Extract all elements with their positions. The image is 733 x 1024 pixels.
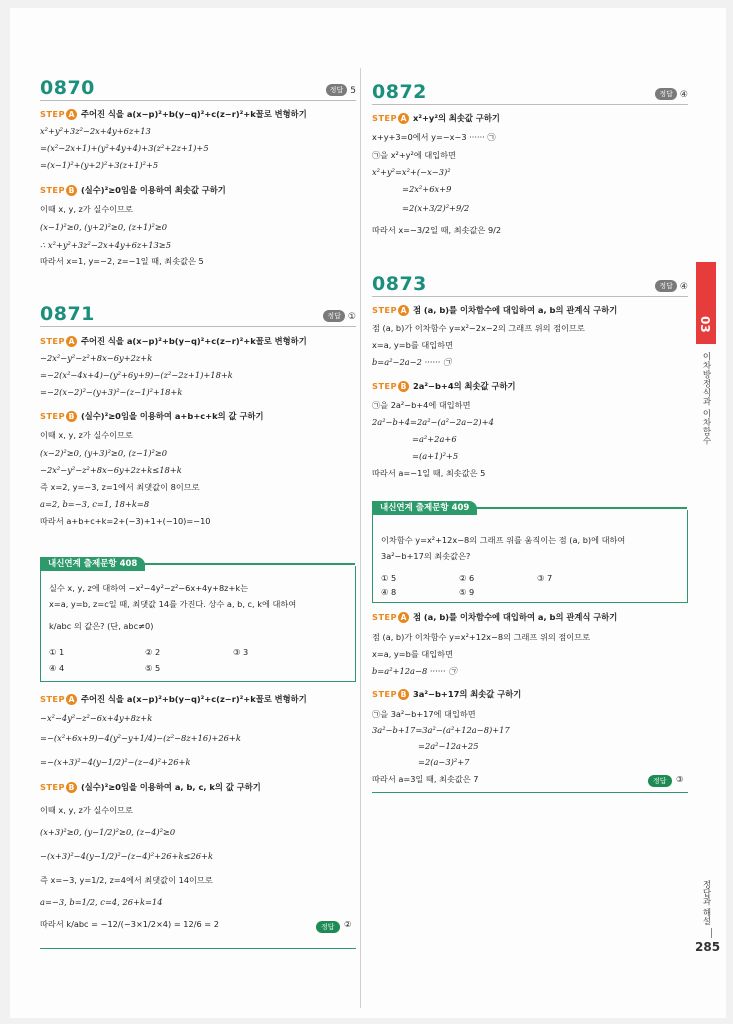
- solution-line: −2x²−y²−z²+8x−6y+2z+k: [40, 353, 153, 363]
- problem-line: 이차함수 y=x²+12x−8의 그래프 위를 움직이는 점 (a, b)에 대하여: [381, 535, 626, 545]
- solution-line: =2(a−3)²+7: [418, 757, 470, 767]
- solution-line: (x−2)²≥0, (y+3)²≥0, (z−1)²≥0: [40, 448, 168, 458]
- solution-line: x+y+3=0에서 y=−x−3 ······ ㉠: [372, 132, 496, 142]
- answer-pill: 정답: [326, 84, 348, 96]
- step-title: (실수)²≥0임을 이용하여 최솟값 구하기: [80, 185, 226, 195]
- chapter-title: 이차방정식과 이차함수: [701, 352, 711, 446]
- step-a-heading: [40, 108, 307, 120]
- solution-line: ㉠을 3a²−b+17에 대입하면: [372, 709, 476, 719]
- box-bottom-rule: [40, 948, 356, 949]
- solution-line: 따라서 a+b+c+k=2+(−3)+1+(−10)=−10: [40, 516, 211, 526]
- step-title: x²+y²의 최솟값 구하기: [412, 113, 500, 123]
- choice: ② 6: [459, 573, 475, 583]
- problem-number: 0870: [40, 77, 95, 99]
- answer-value: 5: [350, 86, 356, 96]
- step-b-heading: [40, 781, 261, 793]
- solution-line: ∴ x²+y²+3z²−2x+4y+6z+13≥5: [40, 240, 171, 250]
- solution-line: a=2, b=−3, c=1, 18+k=8: [40, 499, 150, 509]
- step-title: 2a²−b+4의 최솟값 구하기: [412, 381, 516, 391]
- step-label: STEP: [40, 782, 65, 792]
- solution-line: 따라서 k/abc = −12/(−3×1/2×4) = 12/6 = 2: [40, 919, 219, 929]
- solution-line: =−2(x−2)²−(y+3)²−(z−1)²+18+k: [40, 387, 183, 397]
- step-a-heading: [40, 335, 307, 347]
- step-label: STEP: [40, 411, 65, 421]
- choice: ③ 3: [233, 647, 249, 657]
- step-letter: A: [66, 336, 77, 347]
- step-letter: B: [66, 782, 77, 793]
- step-title: 3a²−b+17의 최솟값 구하기: [412, 689, 522, 699]
- solution-line: 따라서 a=−1일 때, 최솟값은 5: [372, 468, 486, 478]
- choice: ① 5: [381, 573, 397, 583]
- solution-line: ㉠을 2a²−b+4에 대입하면: [372, 400, 471, 410]
- step-letter: A: [66, 694, 77, 705]
- step-b-heading: [40, 410, 264, 422]
- linked-problem-408: [40, 559, 356, 682]
- solution-line: =a²+2a+6: [412, 434, 457, 444]
- problem-header-0873: [372, 270, 688, 297]
- solution-line: x²+y²=x²+(−x−3)²: [372, 167, 451, 177]
- solution-line: =−(x+3)²−4(y−1/2)²−(z−4)²+26+k: [40, 757, 191, 767]
- page-number: 285: [695, 940, 721, 954]
- choice: ② 2: [145, 647, 161, 657]
- box-title: 내신연계 출제문항 408: [40, 557, 145, 571]
- step-a-heading: [40, 693, 307, 705]
- chapter-number: 03: [698, 316, 712, 333]
- problem-line: x=a, y=b, z=c일 때, 최댓값 14를 가진다. 상수 a, b, c, k에 대하여: [49, 599, 297, 609]
- solution-line: 2a²−b+4=2a²−(a²−2a−2)+4: [372, 417, 494, 427]
- step-label: STEP: [40, 694, 65, 704]
- solution-line: =(x²−2x+1)+(y²+4y+4)+3(z²+2z+1)+5: [40, 143, 209, 153]
- step-label: STEP: [372, 612, 397, 622]
- step-letter: A: [398, 113, 409, 124]
- step-a-heading: [372, 304, 617, 316]
- step-b-heading: [372, 688, 521, 700]
- solution-line: 점 (a, b)가 이차함수 y=x²−2x−2의 그래프 위의 점이므로: [372, 323, 585, 333]
- solution-line: (x−1)²≥0, (y+2)²≥0, (z+1)²≥0: [40, 222, 168, 232]
- step-label: STEP: [372, 113, 397, 123]
- answer-tag: [655, 88, 688, 100]
- problem-line: 실수 x, y, z에 대하여 −x²−4y²−z²−6x+4y+8z+k는: [49, 583, 248, 593]
- solution-line: (x+3)²≥0, (y−1/2)²≥0, (z−4)²≥0: [40, 827, 176, 837]
- solution-line: −(x+3)²−4(y−1/2)²−(z−4)²+26+k≤26+k: [40, 851, 214, 861]
- problem-number: 0872: [372, 81, 427, 103]
- solution-line: =(a+1)²+5: [412, 451, 459, 461]
- page: [10, 8, 726, 1018]
- solution-line: 이때 x, y, z가 실수이므로: [40, 204, 133, 214]
- step-label: STEP: [40, 109, 65, 119]
- step-letter: A: [66, 109, 77, 120]
- answer-pill: 정답: [323, 310, 345, 322]
- choice: ④ 4: [49, 663, 65, 673]
- solution-line: 3a²−b+17=3a²−(a²+12a−8)+17: [372, 725, 510, 735]
- answer-value: ④: [679, 282, 688, 292]
- solution-line: −2x²−y²−z²+8x−6y+2z+k≤18+k: [40, 465, 182, 475]
- choice: ① 1: [49, 647, 65, 657]
- step-label: STEP: [372, 689, 397, 699]
- solution-line: 따라서 x=−3/2일 때, 최솟값은 9/2: [372, 225, 502, 235]
- answer-tag: [323, 310, 356, 322]
- answer-value: ①: [347, 312, 356, 322]
- solution-line: =2x²+6x+9: [402, 184, 452, 194]
- step-title: 점 (a, b)를 이차함수에 대입하여 a, b의 관계식 구하기: [412, 305, 618, 315]
- solution-line: b=a²−2a−2 ······ ㉠: [372, 357, 452, 367]
- solution-line: ㉠을 x²+y²에 대입하면: [372, 150, 456, 160]
- choice: ⑤ 9: [459, 587, 475, 597]
- choice: ④ 8: [381, 587, 397, 597]
- footer-label: 정답과 해설: [701, 880, 711, 926]
- problem-header-0871: [40, 300, 356, 327]
- step-title: (실수)²≥0임을 이용하여 a+b+c+k의 값 구하기: [80, 411, 264, 421]
- solution-line: =2(x+3/2)²+9/2: [402, 203, 470, 213]
- box-title: 내신연계 출제문항 409: [372, 501, 477, 515]
- solution-line: 따라서 a=3일 때, 최솟값은 7: [372, 774, 479, 784]
- step-b-heading: [40, 184, 226, 196]
- step-letter: A: [398, 305, 409, 316]
- step-label: STEP: [40, 185, 65, 195]
- step-a-heading: [372, 611, 617, 623]
- solution-line: 이때 x, y, z가 실수이므로: [40, 805, 133, 815]
- solution-line: 이때 x, y, z가 실수이므로: [40, 430, 133, 440]
- choice: ③ 7: [537, 573, 553, 583]
- problem-header-0872: [372, 78, 688, 105]
- step-letter: B: [66, 185, 77, 196]
- step-label: STEP: [372, 381, 397, 391]
- solution-line: b=a²+12a−8 ······ ㉠: [372, 666, 457, 676]
- column-divider: [360, 68, 361, 1008]
- solution-line: 즉 x=−3, y=1/2, z=4에서 최댓값이 14이므로: [40, 875, 213, 885]
- problem-line: k/abc 의 값은? (단, abc≠0): [49, 621, 154, 631]
- step-letter: B: [398, 381, 409, 392]
- problem-header-0870: [40, 74, 356, 101]
- problem-number: 0871: [40, 303, 95, 325]
- step-letter: A: [398, 612, 409, 623]
- linked-problem-409: [372, 503, 688, 603]
- solution-line: 따라서 x=1, y=−2, z=−1일 때, 최솟값은 5: [40, 256, 204, 266]
- box-bottom-rule: [372, 792, 688, 793]
- problem-number: 0873: [372, 273, 427, 295]
- answer-pill: 정답: [655, 280, 677, 292]
- solution-line: x²+y²+3z²−2x+4y+6z+13: [40, 126, 151, 136]
- step-letter: B: [398, 689, 409, 700]
- step-title: 점 (a, b)를 이차함수에 대입하여 a, b의 관계식 구하기: [412, 612, 618, 622]
- solution-line: =2a²−12a+25: [418, 741, 479, 751]
- step-letter: B: [66, 411, 77, 422]
- solution-line: −x²−4y²−z²−6x+4y+8z+k: [40, 713, 153, 723]
- page-number-bar: [711, 928, 712, 938]
- answer-tag: [326, 84, 356, 96]
- step-label: STEP: [40, 336, 65, 346]
- step-title: 주어진 식을 a(x−p)²+b(y−q)²+c(z−r)²+k꼴로 변형하기: [80, 336, 307, 346]
- answer-tag: [655, 280, 688, 292]
- solution-line: =(x−1)²+(y+2)²+3(z+1)²+5: [40, 160, 159, 170]
- problem-line: 3a²−b+17의 최솟값은?: [381, 551, 471, 561]
- answer-value: ③: [676, 774, 684, 784]
- solution-line: x=a, y=b를 대입하면: [372, 649, 453, 659]
- solution-line: 즉 x=2, y=−3, z=1에서 최댓값이 8이므로: [40, 482, 200, 492]
- step-title: 주어진 식을 a(x−p)²+b(y−q)²+c(z−r)²+k꼴로 변형하기: [80, 109, 307, 119]
- answer-pill: 정답: [655, 88, 677, 100]
- step-title: (실수)²≥0임을 이용하여 a, b, c, k의 값 구하기: [80, 782, 261, 792]
- chapter-tab: [696, 262, 716, 344]
- answer-value: ④: [679, 90, 688, 100]
- step-a-heading: [372, 112, 500, 124]
- solution-line: 점 (a, b)가 이차함수 y=x²+12x−8의 그래프 위의 점이므로: [372, 632, 590, 642]
- step-title: 주어진 식을 a(x−p)²+b(y−q)²+c(z−r)²+k꼴로 변형하기: [80, 694, 307, 704]
- solution-line: x=a, y=b를 대입하면: [372, 340, 453, 350]
- answer-pill: 정답: [316, 921, 340, 933]
- step-label: STEP: [372, 305, 397, 315]
- step-b-heading: [372, 380, 516, 392]
- choice: ⑤ 5: [145, 663, 161, 673]
- solution-line: a=−3, b=1/2, c=4, 26+k=14: [40, 897, 163, 907]
- solution-line: =−(x²+6x+9)−4(y²−y+1/4)−(z²−8z+16)+26+k: [40, 733, 241, 743]
- answer-value: ②: [344, 919, 352, 929]
- solution-line: =−2(x²−4x+4)−(y²+6y+9)−(z²−2z+1)+18+k: [40, 370, 233, 380]
- answer-pill: 정답: [648, 775, 672, 787]
